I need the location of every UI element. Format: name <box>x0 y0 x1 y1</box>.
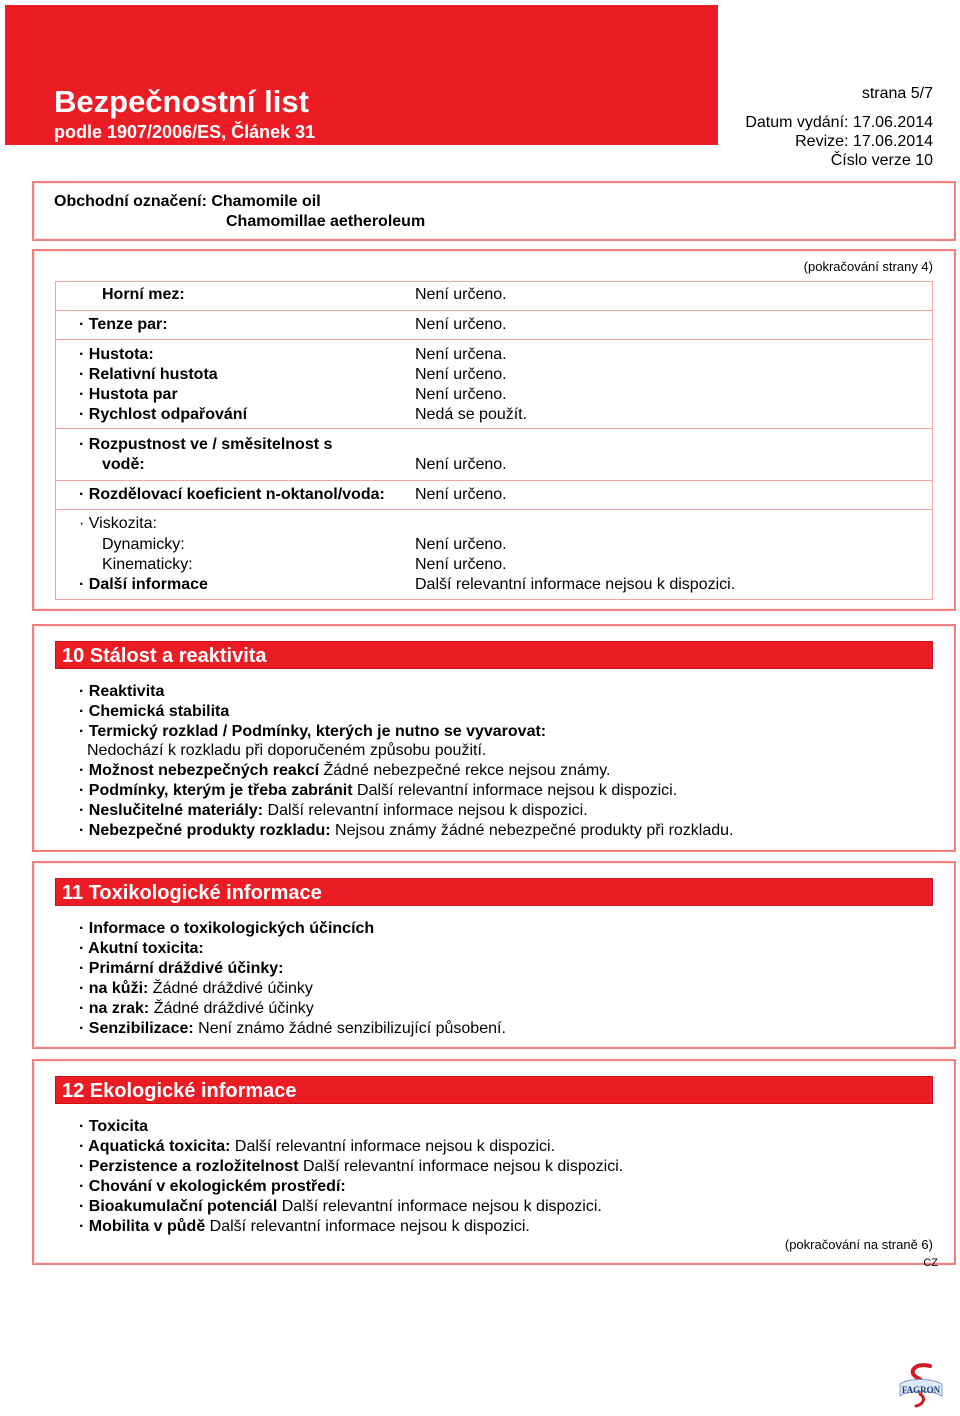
kinematic-viscosity-value: Není určeno. <box>415 556 507 573</box>
environmental-behaviour: · Chování v ekologickém prostředí: <box>79 1178 346 1195</box>
revision-date: Revize: 17.06.2014 <box>795 133 933 150</box>
issue-date: Datum vydání: 17.06.2014 <box>745 114 933 131</box>
skin-effects: · na kůži: Žádné dráždivé účinky <box>79 980 313 997</box>
primary-irritant-effects: · Primární dráždivé účinky: <box>79 960 284 977</box>
trade-name-latin: Chamomillae aetheroleum <box>226 213 426 230</box>
hazardous-decomposition-products: · Nebezpečné produkty rozkladu: Nejsou známy žádné nebezpečné produkty při rozkladu. <box>79 822 734 839</box>
acute-toxicity: · Akutní toxicita: <box>79 940 204 957</box>
document-subtitle: podle 1907/2006/ES, Článek 31 <box>54 122 316 142</box>
document-title: Bezpečnostní list <box>54 84 309 119</box>
vapour-density-value: Není určeno. <box>415 386 507 403</box>
dynamic-viscosity-label: Dynamicky: <box>102 536 185 553</box>
trade-name-box <box>32 181 956 241</box>
thermal-decomposition-label: · Termický rozklad / Podmínky, kterých je nutno se vyvarovat: <box>79 723 547 740</box>
page-number: strana 5/7 <box>861 85 933 102</box>
section-12-title: 12 Ekologické informace <box>55 1076 933 1104</box>
hazardous-reactions: · Možnost nebezpečných reakcí Žádné nebezpečné rekce nejsou známy. <box>79 762 611 779</box>
relative-density-label: · Relativní hustota <box>79 366 218 383</box>
mobility-in-soil: · Mobilita v půdě Další relevantní informace nejsou k dispozici. <box>79 1218 530 1235</box>
thermal-decomposition-text: Nedochází k rozkladu při doporučeném způsobu použití. <box>87 742 487 759</box>
solubility-label-water: vodě: <box>102 456 145 473</box>
section-11-title: 11 Toxikologické informace <box>55 878 933 906</box>
continued-on: (pokračování na straně 6) <box>784 1237 933 1252</box>
eye-effects: · na zrak: Žádné dráždivé účinky <box>79 1000 314 1017</box>
chemical-stability: · Chemická stabilita <box>79 703 230 720</box>
toxicological-effects: · Informace o toxikologických účincích <box>79 920 375 937</box>
version-number: Číslo verze 10 <box>830 152 933 169</box>
viscosity-label: · Viskozita: <box>79 515 157 532</box>
kinematic-viscosity-label: Kinematicky: <box>102 556 193 573</box>
partition-coefficient-label: · Rozdělovací koeficient n-oktanol/voda: <box>79 486 385 503</box>
vapour-pressure-value: Není určeno. <box>415 316 507 333</box>
solubility-value: Není určeno. <box>415 456 507 473</box>
density-value: Není určena. <box>415 346 507 363</box>
solubility-label: · Rozpustnost ve / směsitelnost s <box>79 436 333 453</box>
evaporation-rate-label: · Rychlost odpařování <box>79 406 248 423</box>
other-information-label: · Další informace <box>79 576 208 593</box>
fagron-logo-icon <box>894 1362 948 1410</box>
evaporation-rate-value: Nedá se použít. <box>415 406 528 423</box>
density-label: · Hustota: <box>79 346 154 363</box>
conditions-to-avoid: · Podmínky, kterým je třeba zabránit Další relevantní informace nejsou k dispozici. <box>79 782 678 799</box>
logo-wordmark: FAGRON <box>901 1385 941 1395</box>
section-10-title: 10 Stálost a reaktivita <box>55 641 933 669</box>
vapour-density-label: · Hustota par <box>79 386 178 403</box>
trade-name: Obchodní označení: Chamomile oil <box>54 193 321 210</box>
partition-coefficient-value: Není určeno. <box>415 486 507 503</box>
dynamic-viscosity-value: Není určeno. <box>415 536 507 553</box>
relative-density-value: Není určeno. <box>415 366 507 383</box>
incompatible-materials: · Neslučitelné materiály: Další relevantní informace nejsou k dispozici. <box>79 802 588 819</box>
toxicity: · Toxicita <box>79 1118 149 1135</box>
fagron-logo <box>894 1362 948 1410</box>
bioaccumulative-potential: · Bioakumulační potenciál Další relevantní informace nejsou k dispozici. <box>79 1198 602 1215</box>
persistence-degradability: · Perzistence a rozložitelnost Další relevantní informace nejsou k dispozici. <box>79 1158 624 1175</box>
upper-limit-value: Není určeno. <box>415 286 507 303</box>
reactivity: · Reaktivita <box>79 683 165 700</box>
aquatic-toxicity: · Aquatická toxicita: Další relevantní informace nejsou k dispozici. <box>79 1138 556 1155</box>
language-code: CZ <box>923 1257 938 1269</box>
continued-from: (pokračování strany 4) <box>803 259 933 274</box>
upper-limit-label: Horní mez: <box>102 286 185 303</box>
vapour-pressure-label: · Tenze par: <box>79 316 168 333</box>
sensitization: · Senzibilizace: Není známo žádné senzibilizující působení. <box>79 1020 506 1037</box>
other-information-value: Další relevantní informace nejsou k dispozici. <box>415 576 736 593</box>
